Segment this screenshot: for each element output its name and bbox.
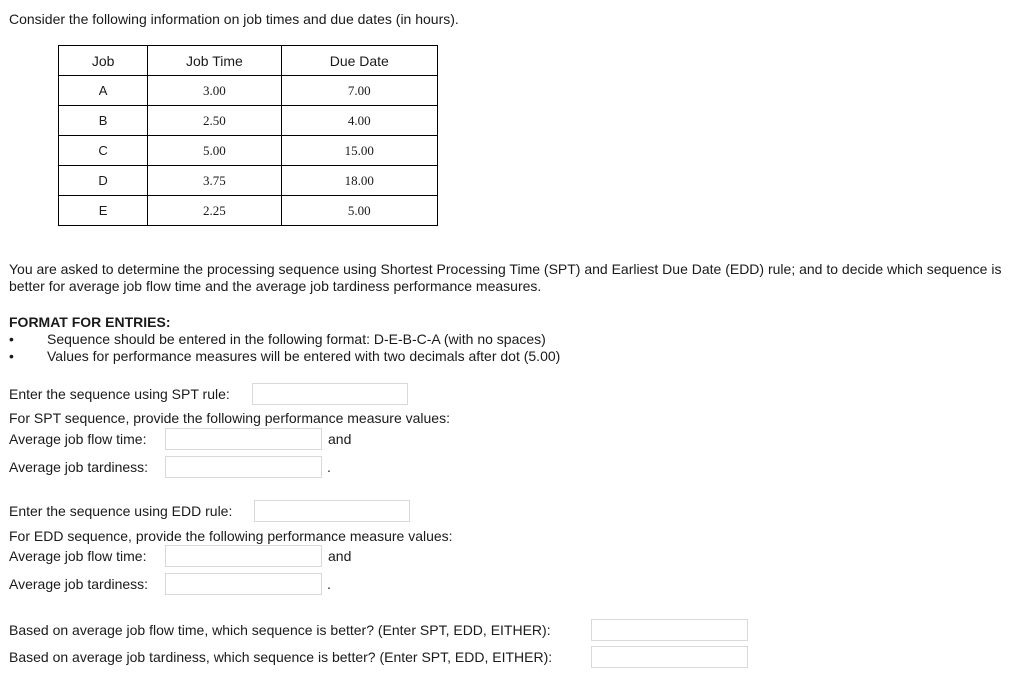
- edd-flow-time-input[interactable]: [165, 545, 322, 567]
- edd-and-text: and: [328, 548, 352, 564]
- job-time-cell: 3.75: [148, 166, 281, 196]
- intro-text: Consider the following information on job times and due dates (in hours).: [9, 11, 459, 27]
- job-cell: C: [59, 136, 148, 166]
- bullet-icon: •: [9, 331, 14, 347]
- edd-tardiness-input[interactable]: [165, 573, 322, 595]
- spt-and-text: and: [328, 431, 352, 447]
- job-time-cell: 2.50: [148, 106, 281, 136]
- job-time-cell: 3.00: [148, 76, 281, 106]
- compare-tardiness-input[interactable]: [591, 646, 748, 668]
- job-time-cell: 5.00: [148, 136, 281, 166]
- job-cell: E: [59, 196, 148, 226]
- table-row: [59, 196, 438, 226]
- edd-tardiness-label: Average job tardiness:: [9, 576, 149, 592]
- compare-tardiness-question: Based on average job tardiness, which sequence is better? (Enter SPT, EDD, EITHER):: [9, 649, 553, 665]
- edd-period: .: [327, 576, 331, 592]
- job-cell: B: [59, 106, 148, 136]
- due-date-cell: 18.00: [281, 166, 437, 196]
- bullet-icon: •: [9, 348, 14, 364]
- spt-flow-label: Average job flow time:: [9, 431, 147, 447]
- spt-sequence-label: Enter the sequence using SPT rule:: [9, 386, 230, 402]
- due-date-cell: 4.00: [281, 106, 437, 136]
- format-heading: FORMAT FOR ENTRIES:: [9, 314, 171, 330]
- table-row: [59, 76, 438, 106]
- compare-flow-question: Based on average job flow time, which sequence is better? (Enter SPT, EDD, EITHER):: [9, 622, 551, 638]
- table-row: [59, 136, 438, 166]
- due-date-cell: 5.00: [281, 196, 437, 226]
- task-description: You are asked to determine the processing sequence using Shortest Processing Time (SPT) and Earliest Due Date (EDD) rule; and to decide which sequence is better for average job flow time and the average job tardiness performance measures.: [9, 261, 1002, 294]
- spt-flow-time-input[interactable]: [165, 428, 322, 450]
- spt-tardiness-label: Average job tardiness:: [9, 459, 149, 475]
- edd-sequence-input[interactable]: [254, 500, 410, 522]
- table-row: [59, 166, 438, 196]
- table-row: [59, 106, 438, 136]
- format-bullet-decimals: Values for performance measures will be entered with two decimals after dot (5.00): [47, 348, 561, 364]
- spt-tardiness-input[interactable]: [165, 456, 322, 478]
- compare-flow-input[interactable]: [591, 619, 748, 641]
- format-bullet-sequence: Sequence should be entered in the following format: D-E-B-C-A (with no spaces): [47, 331, 546, 347]
- edd-flow-label: Average job flow time:: [9, 548, 147, 564]
- edd-measures-label: For EDD sequence, provide the following performance measure values:: [9, 528, 453, 544]
- job-time-cell: 2.25: [148, 196, 281, 226]
- header-due-date: Due Date: [281, 46, 437, 76]
- spt-period: .: [327, 459, 331, 475]
- due-date-cell: 15.00: [281, 136, 437, 166]
- job-table: [58, 45, 438, 226]
- header-job: Job: [59, 46, 148, 76]
- header-job-time: Job Time: [148, 46, 281, 76]
- job-cell: A: [59, 76, 148, 106]
- job-cell: D: [59, 166, 148, 196]
- spt-sequence-input[interactable]: [252, 383, 408, 405]
- spt-measures-label: For SPT sequence, provide the following performance measure values:: [9, 410, 450, 426]
- due-date-cell: 7.00: [281, 76, 437, 106]
- edd-sequence-label: Enter the sequence using EDD rule:: [9, 503, 233, 519]
- table-header-row: [59, 46, 438, 76]
